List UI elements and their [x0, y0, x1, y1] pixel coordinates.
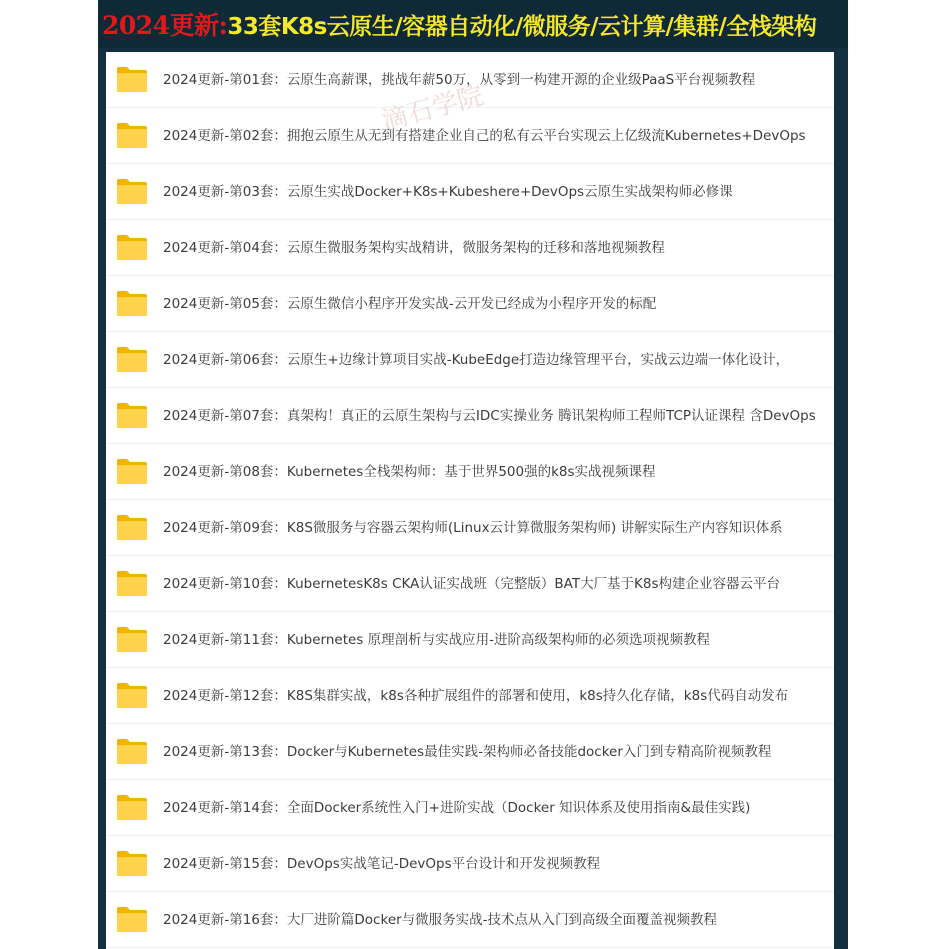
folder-item-label: 2024更新-第08套：Kubernetes全栈架构师：基于世界500强的k8s实战视频课程	[163, 464, 656, 480]
folder-item-label: 2024更新-第10套：KubernetesK8s CKA认证实战班（完整版）BAT大厂基于K8s构建企业容器云平台	[163, 576, 781, 592]
folder-list-item[interactable]	[106, 388, 834, 444]
folder-list-item[interactable]	[106, 276, 834, 332]
folder-list-item[interactable]	[106, 892, 834, 948]
folder-item-label: 2024更新-第11套：Kubernetes 原理剖析与实战应用-进阶高级架构师的必须选项视频教程	[163, 632, 710, 648]
folder-list-item[interactable]	[106, 444, 834, 500]
folder-list-item[interactable]	[106, 668, 834, 724]
folder-icon	[116, 794, 148, 821]
folder-list-item[interactable]	[106, 108, 834, 164]
folder-item-label: 2024更新-第15套：DevOps实战笔记-DevOps平台设计和开发视频教程	[163, 856, 601, 872]
folder-item-label: 2024更新-第13套：Docker与Kubernetes最佳实践-架构师必备技能docker入门到专精高阶视频教程	[163, 744, 772, 760]
folder-item-label: 2024更新-第12套：K8S集群实战，k8s各种扩展组件的部署和使用，k8s持久化存储，k8s代码自动发布	[163, 688, 789, 704]
folder-icon	[116, 514, 148, 541]
watermark-text: 滴石学院	[378, 80, 487, 137]
folder-icon	[116, 906, 148, 933]
folder-list-item[interactable]	[106, 220, 834, 276]
folder-item-label: 2024更新-第02套：拥抱云原生从无到有搭建企业自己的私有云平台实现云上亿级流Kubernetes+DevOps	[163, 128, 806, 144]
folder-item-label: 2024更新-第14套：全面Docker系统性入门+进阶实战（Docker 知识体系及使用指南&最佳实践)	[163, 800, 751, 816]
folder-item-label: 2024更新-第03套：云原生实战Docker+K8s+Kubeshere+DevOps云原生实战架构师必修课	[163, 184, 733, 200]
folder-list-item[interactable]	[106, 780, 834, 836]
folder-list-item[interactable]	[106, 724, 834, 780]
folder-icon	[116, 66, 148, 93]
folder-item-label: 2024更新-第06套：云原生+边缘计算项目实战-KubeEdge打造边缘管理平台，实战云边端一体化设计，	[163, 352, 790, 368]
folder-item-label: 2024更新-第01套：云原生高薪课，挑战年薪50万，从零到一构建开源的企业级PaaS平台视频教程	[163, 72, 756, 88]
folder-icon	[116, 570, 148, 597]
folder-item-label: 2024更新-第16套：大厂进阶篇Docker与微服务实战-技术点从入门到高级全面覆盖视频教程	[163, 912, 718, 928]
folder-list-item[interactable]	[106, 500, 834, 556]
folder-list-item[interactable]	[106, 836, 834, 892]
folder-item-label: 2024更新-第07套：真架构！真正的云原生架构与云IDC实操业务 腾讯架构师工程师TCP认证课程 含DevOps	[163, 408, 816, 424]
folder-list-item[interactable]	[106, 612, 834, 668]
folder-icon	[116, 346, 148, 373]
folder-list	[106, 52, 834, 949]
folder-icon	[116, 402, 148, 429]
folder-icon	[116, 850, 148, 877]
folder-icon	[116, 290, 148, 317]
banner-year-prefix: 2024更新:	[102, 11, 228, 40]
banner-header	[98, 0, 848, 48]
folder-list-item[interactable]	[106, 556, 834, 612]
folder-icon	[116, 122, 148, 149]
folder-icon	[116, 178, 148, 205]
folder-icon	[116, 234, 148, 261]
folder-list-item[interactable]	[106, 52, 834, 108]
folder-icon	[116, 682, 148, 709]
folder-list-item[interactable]	[106, 164, 834, 220]
folder-item-label: 2024更新-第04套：云原生微服务架构实战精讲，微服务架构的迁移和落地视频教程	[163, 240, 665, 256]
banner-title: 33套K8s云原生/容器自动化/微服务/云计算/集群/全栈架构	[227, 13, 817, 40]
folder-icon	[116, 458, 148, 485]
folder-item-label: 2024更新-第09套：K8S微服务与容器云架构师(Linux云计算微服务架构师) 讲解实际生产内容知识体系	[163, 520, 783, 536]
folder-icon	[116, 626, 148, 653]
folder-item-label: 2024更新-第05套：云原生微信小程序开发实战-云开发已经成为小程序开发的标配	[163, 296, 657, 312]
folder-icon	[116, 738, 148, 765]
folder-list-item[interactable]	[106, 332, 834, 388]
